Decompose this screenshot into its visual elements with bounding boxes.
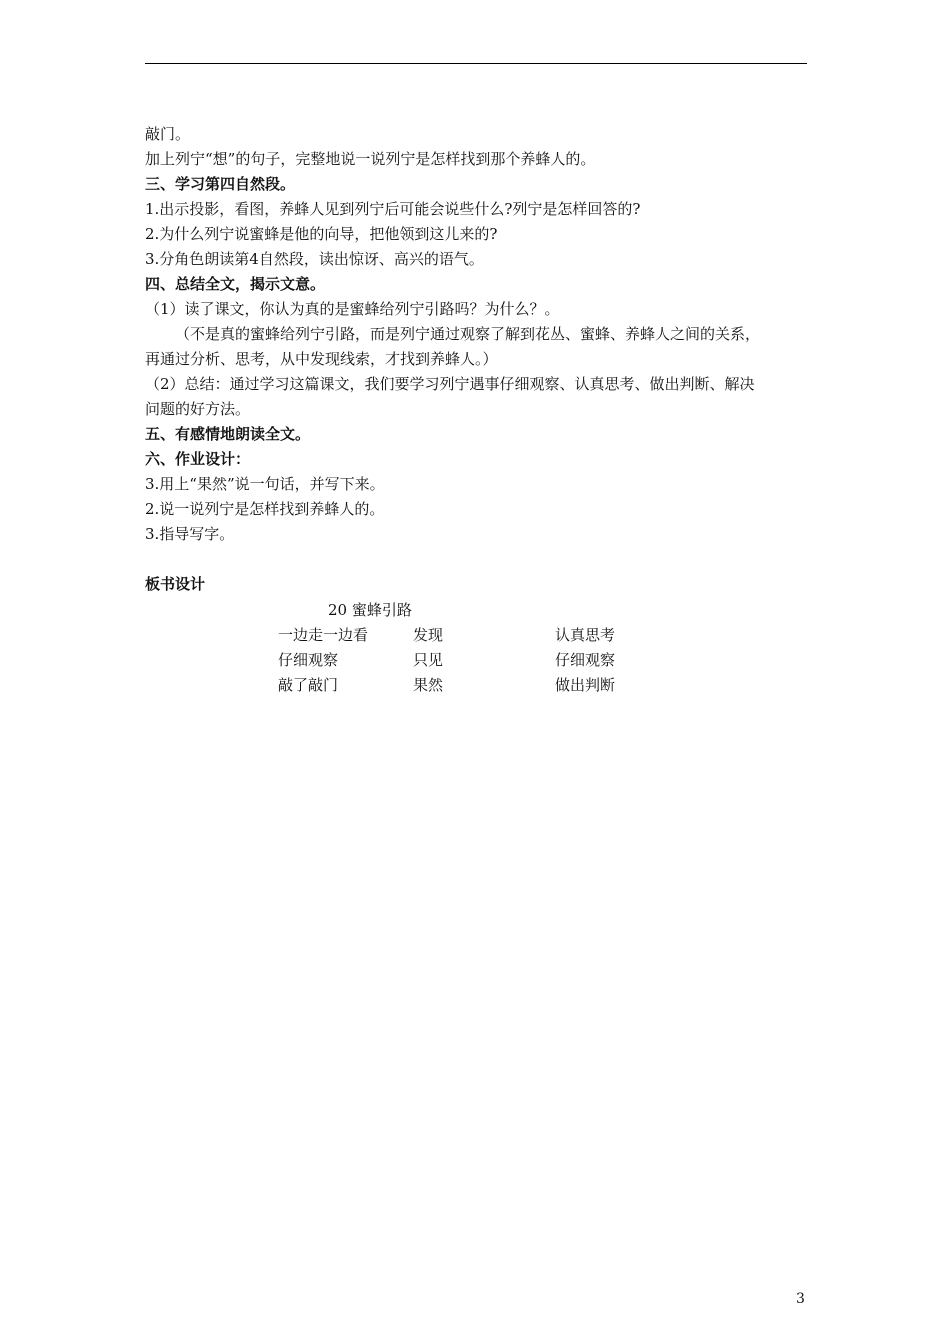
text-line: （不是真的蜜蜂给列宁引路，而是列宁通过观察了解到花丛、蜜蜂、养蜂人之间的关系，: [175, 325, 761, 343]
text-line: 3.用上“果然”说一句话，并写下来。: [145, 475, 385, 493]
text-line: 敲门。: [145, 125, 191, 143]
page-number: 3: [796, 1291, 805, 1307]
section-heading: 六、作业设计：: [145, 450, 251, 468]
board-title: 20 蜜蜂引路: [328, 601, 412, 619]
text-line: 3.分角色朗读第4自然段，读出惊讶、高兴的语气。: [145, 250, 484, 268]
text-line: 加上列宁“想”的句子，完整地说一说列宁是怎样找到那个养蜂人的。: [145, 150, 596, 168]
board-cell: 一边走一边看: [278, 626, 369, 644]
board-cell: 认真思考: [555, 626, 616, 644]
board-cell: 仔细观察: [555, 651, 616, 669]
board-cell: 发现: [413, 626, 444, 644]
board-row: [0, 623, 950, 648]
board-cell: 敲了敲门: [278, 676, 339, 694]
board-cell: 做出判断: [555, 676, 616, 694]
board-row: [0, 673, 950, 698]
board-cell: 果然: [413, 676, 444, 694]
text-line: （1）读了课文，你认为真的是蜜蜂给列宁引路吗？为什么？。: [145, 300, 560, 318]
section-heading: 五、有感情地朗读全文。: [145, 425, 311, 443]
text-line: 3.指导写字。: [145, 525, 235, 543]
header-rule: [145, 63, 807, 64]
board-cell: 仔细观察: [278, 651, 339, 669]
board-heading: 板书设计: [145, 575, 206, 593]
section-heading: 四、总结全文，揭示文意。: [145, 275, 326, 293]
text-line: 再通过分析、思考，从中发现线索，才找到养蜂人。）: [145, 350, 498, 368]
board-cell: 只见: [413, 651, 444, 669]
document-body: [145, 122, 807, 547]
text-line: 2.说一说列宁是怎样找到养蜂人的。: [145, 500, 385, 518]
section-heading: 三、学习第四自然段。: [145, 175, 296, 193]
text-line: 1.出示投影，看图，养蜂人见到列宁后可能会说些什么?列宁是怎样回答的?: [145, 200, 641, 218]
board-row: [0, 648, 950, 673]
text-line: 问题的好方法。: [145, 400, 251, 418]
text-line: 2.为什么列宁说蜜蜂是他的向导，把他领到这儿来的?: [145, 225, 498, 243]
text-line: （2）总结：通过学习这篇课文，我们要学习列宁遇事仔细观察、认真思考、做出判断、解决: [145, 375, 755, 393]
